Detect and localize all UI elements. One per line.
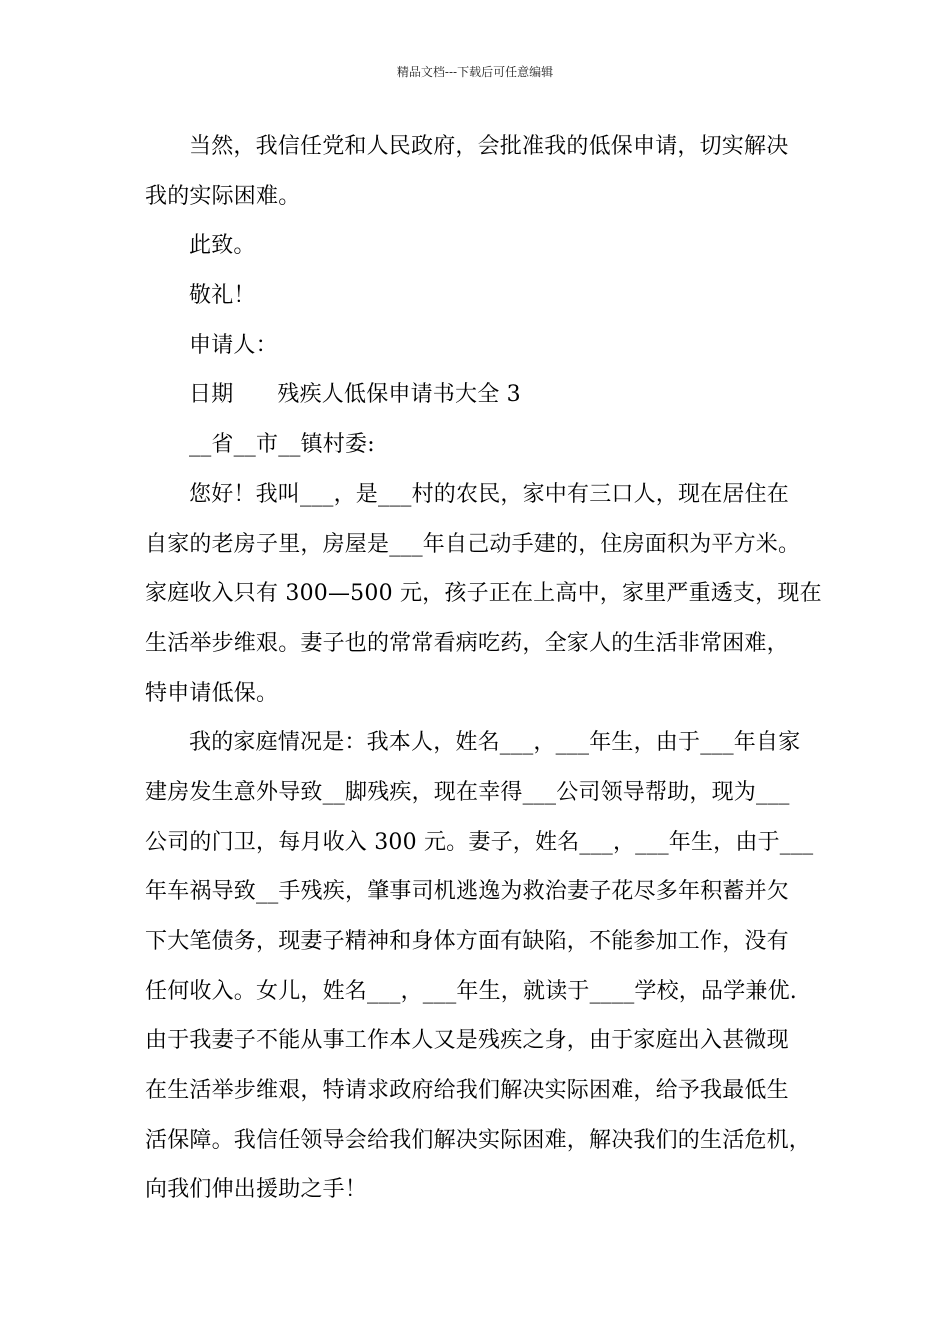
closing-regards: 敬礼！ <box>189 283 256 309</box>
page-header: 精品文档---下载后可任意编辑 <box>396 65 554 79</box>
applicant-label: 申请人： <box>189 332 278 358</box>
paragraph-line: 我的家庭情况是：我本人，姓名___，___年生，由于___年自家 <box>189 730 801 756</box>
document-title: 残疾人低保申请书大全 3 <box>277 382 521 408</box>
paragraph-line: 活保障。我信任领导会给我们解决实际困难，解决我们的生活危机， <box>145 1127 812 1153</box>
paragraph-line: 建房发生意外导致__脚残疾，现在幸得___公司领导帮助，现为___ <box>145 779 790 805</box>
paragraph-line: 任何收入。女儿，姓名___，___年生，就读于____学校，品学兼优. <box>145 978 797 1004</box>
closing-salutation: 此致。 <box>189 233 256 259</box>
paragraph-line: 公司的门卫，每月收入 300 元。妻子，姓名___，___年生，由于___ <box>145 829 814 855</box>
paragraph-line: 我的实际困难。 <box>145 183 301 209</box>
paragraph-line: 家庭收入只有 300—500 元，孩子正在上高中，家里严重透支，现在 <box>145 581 822 607</box>
paragraph-line: 在生活举步维艰，特请求政府给我们解决实际困难，给予我最低生 <box>145 1078 789 1104</box>
paragraph-line: 当然，我信任党和人民政府，会批准我的低保申请，切实解决 <box>189 134 789 159</box>
addressee-line: __省__市__镇村委: <box>189 432 375 458</box>
date-and-title-line <box>145 380 810 410</box>
paragraph-line: 下大笔债务，现妻子精神和身体方面有缺陷，不能参加工作，没有 <box>145 929 789 954</box>
document-body <box>145 132 822 1225</box>
paragraph-line: 自家的老房子里，房屋是___年自己动手建的，住房面积为平方米。 <box>145 531 801 557</box>
paragraph-line: 特申请低保。 <box>145 680 279 706</box>
paragraph-line: 生活举步维艰。妻子也的常常看病吃药，全家人的生活非常困难， <box>145 630 789 656</box>
paragraph-line: 年车祸导致__手残疾，肇事司机逃逸为救治妻子花尽多年积蓄并欠 <box>145 879 790 905</box>
paragraph-line: 您好！我叫___，是___村的农民，家中有三口人，现在居住在 <box>189 481 790 507</box>
paragraph-line: 向我们伸出援助之手！ <box>145 1177 368 1203</box>
paragraph-line: 由于我妻子不能从事工作本人又是残疾之身，由于家庭出入甚微现 <box>145 1028 789 1054</box>
date-label: 日期 <box>189 382 234 408</box>
